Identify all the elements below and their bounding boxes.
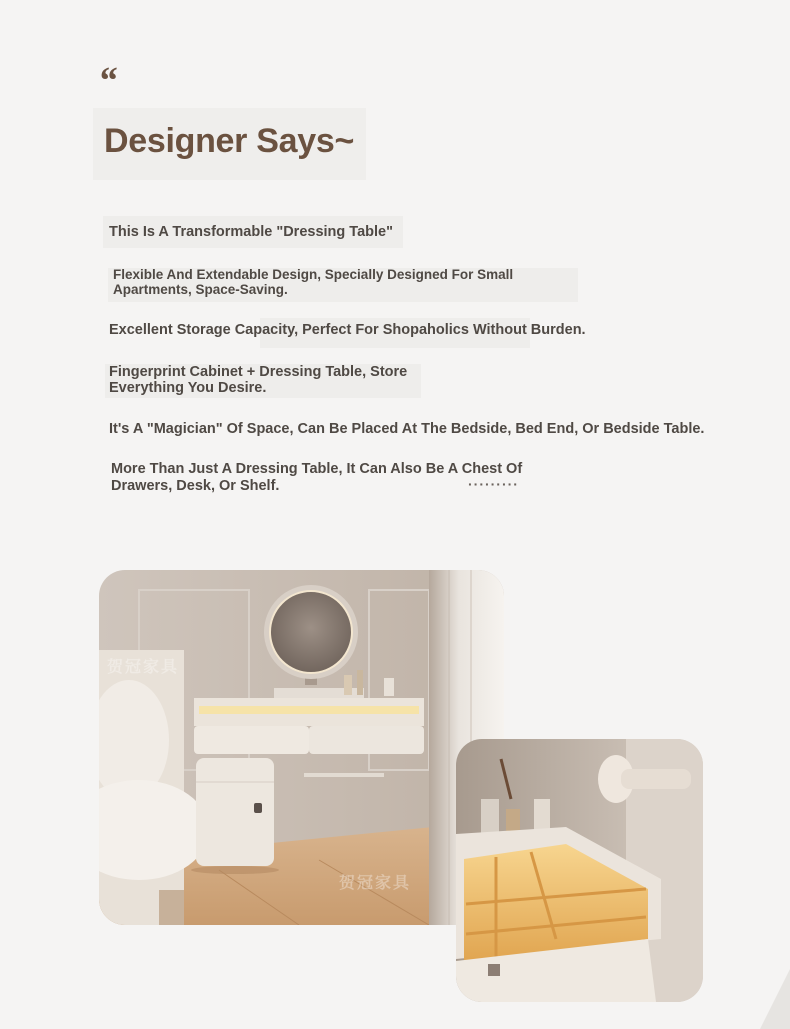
quote-mark: “ bbox=[98, 60, 117, 102]
feature-line-6b: Drawers, Desk, Or Shelf. bbox=[111, 478, 280, 494]
watermark: 贺冠家具 bbox=[107, 659, 180, 676]
feature-line-1: This Is A Transformable "Dressing Table" bbox=[109, 224, 393, 240]
ellipsis-dots: ········· bbox=[468, 476, 519, 492]
watermark: 贺冠家具 bbox=[339, 875, 412, 892]
page-title: Designer Says~ bbox=[104, 122, 355, 160]
feature-line-4a: Fingerprint Cabinet + Dressing Table, Store bbox=[109, 364, 408, 380]
feature-line-5: It's A "Magician" Of Space, Can Be Placed At The Bedside, Bed End, Or Bedside Table. bbox=[109, 421, 705, 437]
product-photo-main bbox=[99, 570, 504, 925]
corner-decoration bbox=[760, 969, 790, 1029]
feature-line-4b: Everything You Desire. bbox=[109, 380, 267, 396]
feature-line-2b: Apartments, Space-Saving. bbox=[113, 282, 288, 297]
feature-line-6a: More Than Just A Dressing Table, It Can Also Be A Chest Of bbox=[111, 461, 523, 477]
feature-line-3: Excellent Storage Capacity, Perfect For Shopaholics Without Burden. bbox=[109, 322, 586, 338]
dressing-table-room-image bbox=[99, 570, 504, 925]
feature-line-2a: Flexible And Extendable Design, Specially Designed For Small bbox=[113, 267, 514, 282]
product-photo-detail bbox=[456, 739, 703, 1002]
illuminated-drawer-image bbox=[456, 739, 703, 1002]
